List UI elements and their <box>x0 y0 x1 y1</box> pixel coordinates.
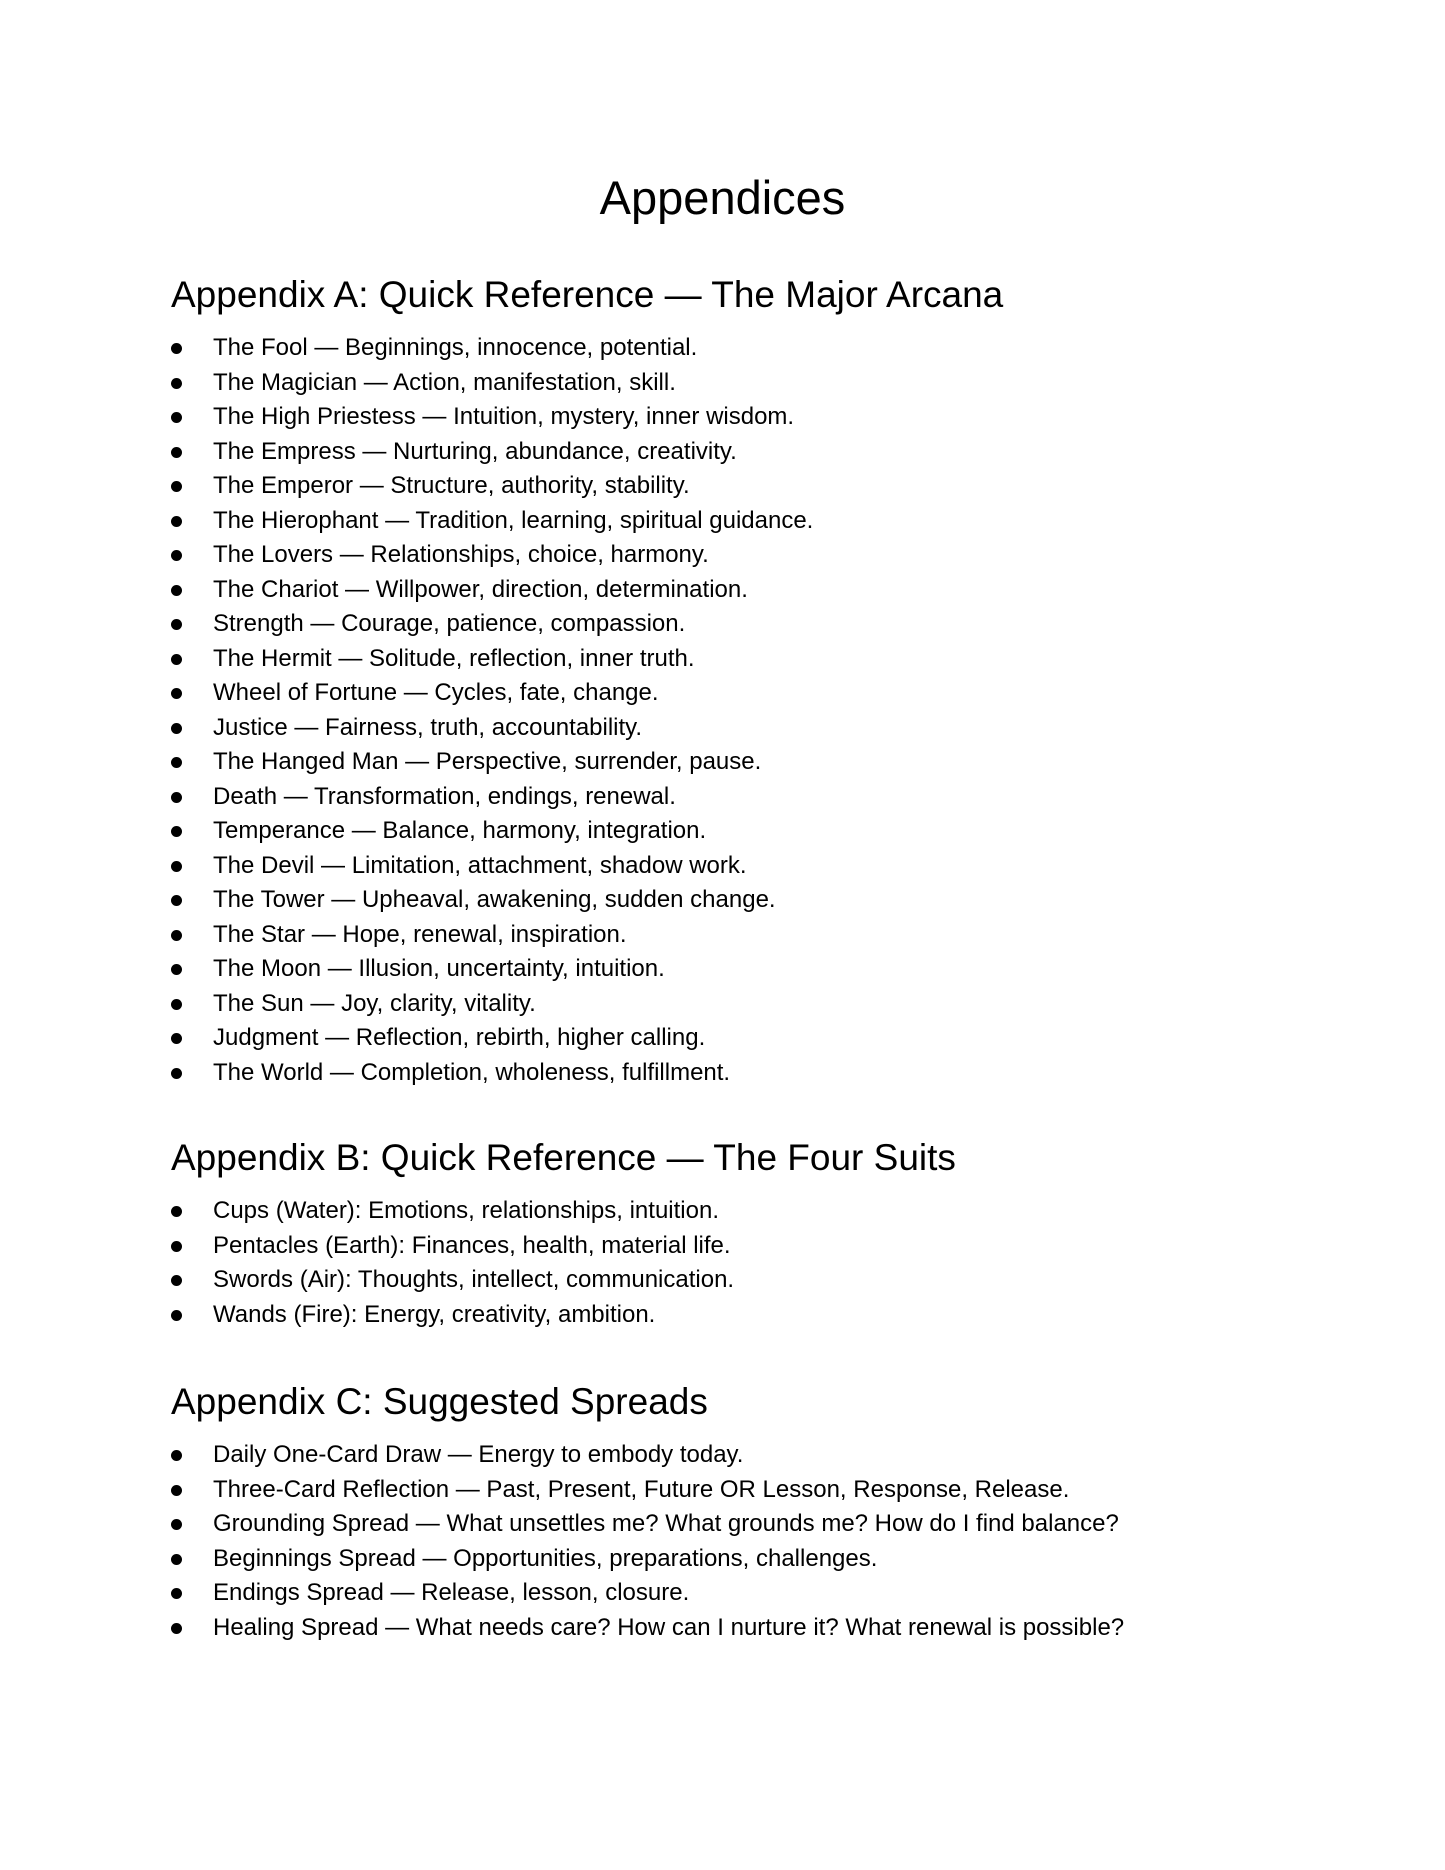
list-item <box>171 987 1321 1022</box>
list-item <box>171 1611 1321 1646</box>
bullet-icon <box>171 1206 182 1217</box>
list-item-text: Temperance — Balance, harmony, integration. <box>213 817 707 844</box>
list-item <box>171 1438 1321 1473</box>
list-item-text: Death — Transformation, endings, renewal. <box>213 782 676 810</box>
list-item-text: Beginnings Spread — Opportunities, preparations, challenges. <box>213 1544 878 1572</box>
list-item <box>171 1194 1321 1229</box>
list-item-text: The Hierophant — Tradition, learning, spiritual guidance. <box>213 506 814 534</box>
list-item <box>171 1473 1321 1508</box>
bullet-icon <box>171 999 182 1010</box>
list-item <box>171 1263 1321 1298</box>
bullet-icon <box>171 585 182 596</box>
bullet-icon <box>171 1450 182 1461</box>
list-item <box>171 1021 1321 1056</box>
list-item-text: The Hermit — Solitude, reflection, inner truth. <box>213 644 695 672</box>
list-item <box>171 952 1321 987</box>
bullet-icon <box>171 481 182 492</box>
list-item <box>171 676 1321 711</box>
list-item <box>171 814 1321 849</box>
appendix-b-section <box>171 1136 1321 1332</box>
bullet-icon <box>171 826 182 837</box>
bullet-icon <box>171 550 182 561</box>
list-item-text: The Fool — Beginnings, innocence, potential. <box>213 334 698 361</box>
list-item-text: The Moon — Illusion, uncertainty, intuition. <box>213 955 665 982</box>
list-item <box>171 918 1321 953</box>
bullet-icon <box>171 343 182 354</box>
list-item-text: Strength — Courage, patience, compassion. <box>213 610 686 637</box>
bullet-icon <box>171 412 182 423</box>
list-item-text: The Hanged Man — Perspective, surrender, pause. <box>213 748 762 775</box>
bullet-icon <box>171 723 182 734</box>
list-item-text: The Empress — Nurturing, abundance, creativity. <box>213 437 737 465</box>
list-item-text: The Sun — Joy, clarity, vitality. <box>213 989 536 1017</box>
bullet-icon <box>171 1310 182 1321</box>
page-title: Appendices <box>599 171 846 224</box>
list-item <box>171 538 1321 573</box>
list-item <box>171 469 1321 504</box>
list-item-text: Wands (Fire): Energy, creativity, ambition. <box>213 1300 656 1328</box>
list-item-text: The Emperor — Structure, authority, stability. <box>213 472 690 499</box>
list-item-text: The High Priestess — Intuition, mystery, inner wisdom. <box>213 403 795 430</box>
list-item <box>171 607 1321 642</box>
appendix-a-list <box>171 331 1321 1090</box>
list-item <box>171 400 1321 435</box>
bullet-icon <box>171 378 182 389</box>
list-item <box>171 1229 1321 1264</box>
appendix-c-heading: Appendix C: Suggested Spreads <box>171 1381 708 1422</box>
list-item <box>171 1298 1321 1333</box>
list-item <box>171 849 1321 884</box>
appendix-b-list <box>171 1194 1321 1332</box>
bullet-icon <box>171 930 182 941</box>
bullet-icon <box>171 1485 182 1496</box>
list-item <box>171 435 1321 470</box>
bullet-icon <box>171 688 182 699</box>
list-item <box>171 573 1321 608</box>
list-item <box>171 1542 1321 1577</box>
appendix-a-section <box>171 273 1321 1090</box>
appendix-c-section <box>171 1380 1321 1645</box>
bullet-icon <box>171 1554 182 1565</box>
list-item <box>171 642 1321 677</box>
bullet-icon <box>171 1068 182 1079</box>
list-item <box>171 711 1321 746</box>
list-item <box>171 1507 1321 1542</box>
list-item-text: The Tower — Upheaval, awakening, sudden change. <box>213 886 776 913</box>
list-item <box>171 883 1321 918</box>
list-item-text: The World — Completion, wholeness, fulfillment. <box>213 1058 731 1086</box>
list-item <box>171 780 1321 815</box>
bullet-icon <box>171 654 182 665</box>
list-item <box>171 1576 1321 1611</box>
bullet-icon <box>171 447 182 458</box>
list-item-text: Endings Spread — Release, lesson, closure. <box>213 1579 690 1606</box>
bullet-icon <box>171 1588 182 1599</box>
bullet-icon <box>171 861 182 872</box>
list-item-text: Judgment — Reflection, rebirth, higher calling. <box>213 1024 706 1051</box>
list-item-text: Justice — Fairness, truth, accountability. <box>213 713 643 741</box>
list-item <box>171 366 1321 401</box>
bullet-icon <box>171 1623 182 1634</box>
appendix-a-heading: Appendix A: Quick Reference — The Major Arcana <box>171 274 1004 315</box>
list-item-text: The Star — Hope, renewal, inspiration. <box>213 920 627 948</box>
list-item-text: Healing Spread — What needs care? How can I nurture it? What renewal is possible? <box>213 1613 1125 1641</box>
bullet-icon <box>171 1033 182 1044</box>
list-item <box>171 504 1321 539</box>
list-item-text: The Lovers — Relationships, choice, harmony. <box>213 541 709 568</box>
list-item-text: Pentacles (Earth): Finances, health, material life. <box>213 1231 731 1259</box>
list-item <box>171 331 1321 366</box>
appendix-b-heading: Appendix B: Quick Reference — The Four Suits <box>171 1137 956 1178</box>
list-item-text: The Chariot — Willpower, direction, determination. <box>213 575 748 603</box>
bullet-icon <box>171 516 182 527</box>
list-item-text: Swords (Air): Thoughts, intellect, communication. <box>213 1266 735 1293</box>
appendix-c-list <box>171 1438 1321 1645</box>
list-item-text: Three-Card Reflection — Past, Present, Future OR Lesson, Response, Release. <box>213 1475 1070 1503</box>
list-item-text: Wheel of Fortune — Cycles, fate, change. <box>213 679 659 706</box>
list-item-text: Daily One-Card Draw — Energy to embody today. <box>213 1441 744 1468</box>
list-item-text: Cups (Water): Emotions, relationships, intuition. <box>213 1197 719 1224</box>
bullet-icon <box>171 757 182 768</box>
bullet-icon <box>171 964 182 975</box>
list-item-text: The Magician — Action, manifestation, skill. <box>213 368 676 396</box>
bullet-icon <box>171 1241 182 1252</box>
bullet-icon <box>171 792 182 803</box>
list-item-text: Grounding Spread — What unsettles me? What grounds me? How do I find balance? <box>213 1510 1119 1537</box>
list-item <box>171 1056 1321 1091</box>
bullet-icon <box>171 895 182 906</box>
list-item <box>171 745 1321 780</box>
bullet-icon <box>171 1275 182 1286</box>
list-item-text: The Devil — Limitation, attachment, shadow work. <box>213 851 747 879</box>
bullet-icon <box>171 619 182 630</box>
bullet-icon <box>171 1519 182 1530</box>
